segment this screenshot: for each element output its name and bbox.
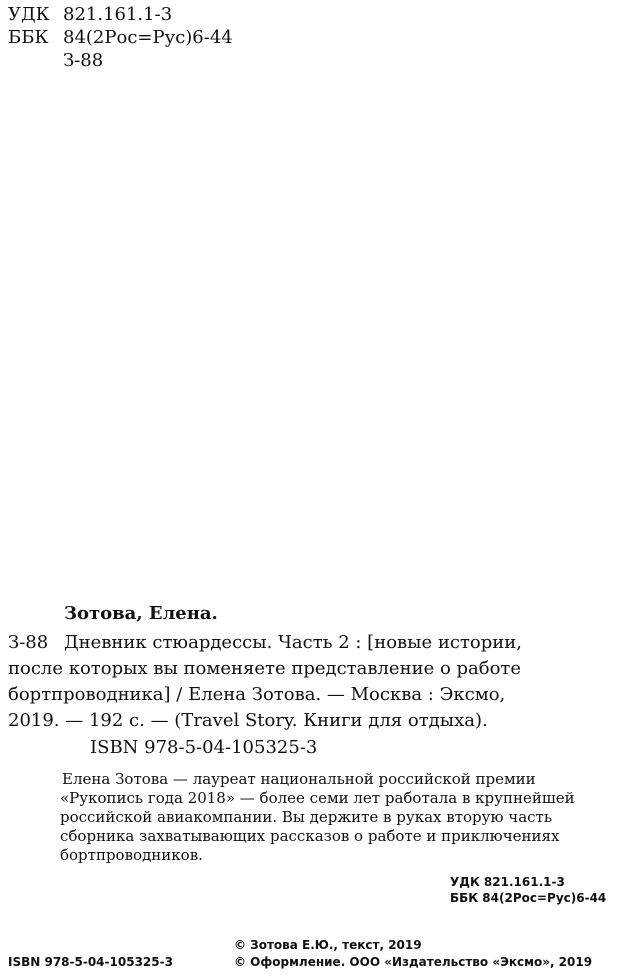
copyright-design: © Оформление. ООО «Издательство «Эксмо», 2019 — [234, 955, 593, 969]
udk-label: УДК — [8, 4, 50, 25]
annotation-line-4: сборника захватывающих рассказов о работе и приключениях — [60, 827, 560, 845]
annotation-line-5: бортпроводников. — [60, 846, 203, 864]
author-heading: Зотова, Елена. — [64, 603, 218, 624]
entry-line-2: после которых вы поменяете представление о работе — [8, 658, 522, 679]
footer-udk: УДК 821.161.1-3 — [450, 875, 565, 889]
annotation — [62, 770, 618, 865]
annotation-line-1: Елена Зотова — лауреат национальной российской премии — [62, 770, 536, 788]
udk-value: 821.161.1-3 — [63, 4, 173, 25]
annotation-line-2: «Рукопись года 2018» — более семи лет работала в крупнейшей — [60, 789, 575, 807]
entry-line-1: Дневник стюардессы. Часть 2 : [новые истории, — [64, 632, 522, 653]
entry-line-4: 2019. — 192 с. — (Travel Story. Книги для отдыха). — [8, 710, 488, 731]
annotation-line-3: российской авиакомпании. Вы держите в руках вторую часть — [60, 808, 552, 826]
isbn-main: ISBN 978-5-04-105325-3 — [90, 737, 318, 758]
entry-line-3: бортпроводника] / Елена Зотова. — Москва : Эксмо, — [8, 684, 506, 705]
udk-line — [8, 4, 172, 26]
bbk-value: 84(2Рос=Рус)6-44 — [63, 27, 233, 48]
copyright-text: © Зотова Е.Ю., текст, 2019 — [234, 938, 422, 952]
entry-author-code: З-88 — [8, 632, 49, 653]
author-code-top: З-88 — [63, 50, 104, 71]
bbk-label: ББК — [8, 27, 49, 48]
bbk-line — [8, 27, 233, 49]
footer-isbn: ISBN 978-5-04-105325-3 — [8, 955, 173, 969]
footer-bbk: ББК 84(2Рос=Рус)6-44 — [450, 891, 607, 905]
